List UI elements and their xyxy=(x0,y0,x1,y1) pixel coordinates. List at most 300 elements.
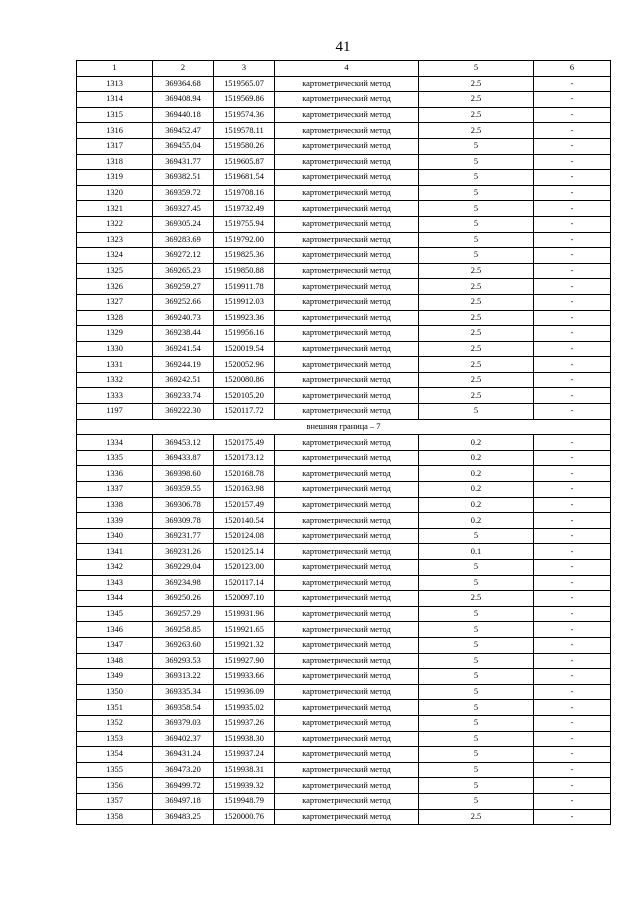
table-row xyxy=(77,326,611,342)
table-cell: 369402.37 xyxy=(153,731,214,747)
table-cell: 1520123.00 xyxy=(214,560,275,576)
table-cell: 1519850.88 xyxy=(214,263,275,279)
page-number: 41 xyxy=(335,39,351,55)
table-cell: 5 xyxy=(419,185,534,201)
table-cell: 1519825.36 xyxy=(214,248,275,264)
table-cell: 1336 xyxy=(77,466,153,482)
table-cell: 1356 xyxy=(77,778,153,794)
table-cell: 1519921.65 xyxy=(214,622,275,638)
table-cell: - xyxy=(534,653,611,669)
table-row xyxy=(77,637,611,653)
table-cell: 1324 xyxy=(77,248,153,264)
table-cell: 1318 xyxy=(77,154,153,170)
table-row xyxy=(77,606,611,622)
table-cell: 1326 xyxy=(77,279,153,295)
table-cell: - xyxy=(534,731,611,747)
table-cell: 5 xyxy=(419,653,534,669)
table-cell: 5 xyxy=(419,731,534,747)
table-cell: картометрический метод xyxy=(275,372,419,388)
table-cell: картометрический метод xyxy=(275,700,419,716)
table-cell: 5 xyxy=(419,138,534,154)
table-cell: 1342 xyxy=(77,560,153,576)
table-cell: - xyxy=(534,482,611,498)
table-cell: - xyxy=(534,341,611,357)
column-header: 1 xyxy=(77,61,153,77)
table-cell: 1355 xyxy=(77,762,153,778)
table-cell: 5 xyxy=(419,216,534,232)
table-cell: 1322 xyxy=(77,216,153,232)
table-cell: 1338 xyxy=(77,497,153,513)
table-cell: картометрический метод xyxy=(275,544,419,560)
table-cell: - xyxy=(534,700,611,716)
table-cell: 5 xyxy=(419,793,534,809)
table-cell: 369364.68 xyxy=(153,76,214,92)
table-cell: - xyxy=(534,762,611,778)
table-cell: - xyxy=(534,326,611,342)
table-cell: - xyxy=(534,201,611,217)
table-cell: 369358.54 xyxy=(153,700,214,716)
table-row xyxy=(77,357,611,373)
table-cell: 1323 xyxy=(77,232,153,248)
column-header: 2 xyxy=(153,61,214,77)
table-cell: 369222.30 xyxy=(153,404,214,420)
table-cell: картометрический метод xyxy=(275,326,419,342)
table-cell: картометрический метод xyxy=(275,466,419,482)
table-cell: - xyxy=(534,279,611,295)
table-cell: картометрический метод xyxy=(275,762,419,778)
table-cell: 369431.24 xyxy=(153,747,214,763)
table-row xyxy=(77,232,611,248)
table-row xyxy=(77,544,611,560)
table-cell: 1340 xyxy=(77,528,153,544)
table-row xyxy=(77,747,611,763)
table-cell: 369327.45 xyxy=(153,201,214,217)
table-row xyxy=(77,279,611,295)
table-cell: 1520019.54 xyxy=(214,341,275,357)
table-cell: - xyxy=(534,232,611,248)
table-cell: картометрический метод xyxy=(275,793,419,809)
table-row xyxy=(77,341,611,357)
table-cell: 1520117.72 xyxy=(214,404,275,420)
table-cell: 5 xyxy=(419,762,534,778)
table-cell: - xyxy=(534,560,611,576)
table-cell: 1520173.12 xyxy=(214,450,275,466)
table-row xyxy=(77,684,611,700)
table-cell: картометрический метод xyxy=(275,216,419,232)
table-cell: 369241.54 xyxy=(153,341,214,357)
table-cell: 369229.04 xyxy=(153,560,214,576)
table-cell: картометрический метод xyxy=(275,747,419,763)
table-cell: 2.5 xyxy=(419,294,534,310)
table-cell: 369499.72 xyxy=(153,778,214,794)
table-cell: 1520080.86 xyxy=(214,372,275,388)
table-row xyxy=(77,170,611,186)
table-cell: - xyxy=(534,185,611,201)
table-cell: - xyxy=(534,809,611,825)
table-cell: - xyxy=(534,450,611,466)
table-cell: 1328 xyxy=(77,310,153,326)
table-cell: 1313 xyxy=(77,76,153,92)
table-cell: 369263.60 xyxy=(153,637,214,653)
table-cell: 369440.18 xyxy=(153,107,214,123)
table-row xyxy=(77,404,611,420)
table-cell: 1319 xyxy=(77,170,153,186)
table-cell: 369453.12 xyxy=(153,435,214,451)
table-cell: 5 xyxy=(419,201,534,217)
table-cell: картометрический метод xyxy=(275,388,419,404)
table-cell: 1519933.66 xyxy=(214,669,275,685)
table-row xyxy=(77,248,611,264)
table-row xyxy=(77,185,611,201)
table-row xyxy=(77,793,611,809)
table-cell: 0.2 xyxy=(419,482,534,498)
table-cell: 369233.74 xyxy=(153,388,214,404)
table-cell: - xyxy=(534,684,611,700)
table-cell: 369382.51 xyxy=(153,170,214,186)
table-cell: картометрический метод xyxy=(275,248,419,264)
section-label: внешняя граница – 7 xyxy=(77,419,611,435)
table-cell: - xyxy=(534,294,611,310)
table-cell: 369359.55 xyxy=(153,482,214,498)
table-cell: 1314 xyxy=(77,92,153,108)
table-row xyxy=(77,622,611,638)
table-cell: - xyxy=(534,622,611,638)
table-cell: картометрический метод xyxy=(275,809,419,825)
table-cell: картометрический метод xyxy=(275,731,419,747)
table-cell: - xyxy=(534,248,611,264)
table-cell: 1520097.10 xyxy=(214,591,275,607)
table-cell: 369431.77 xyxy=(153,154,214,170)
table-cell: 1519578.11 xyxy=(214,123,275,139)
table-cell: 1349 xyxy=(77,669,153,685)
table-cell: 1346 xyxy=(77,622,153,638)
table-cell: 1520124.08 xyxy=(214,528,275,544)
table-cell: 369234.98 xyxy=(153,575,214,591)
column-header: 6 xyxy=(534,61,611,77)
table-cell: картометрический метод xyxy=(275,92,419,108)
table-cell: 369313.22 xyxy=(153,669,214,685)
table-cell: 369259.27 xyxy=(153,279,214,295)
table-cell: 1519948.79 xyxy=(214,793,275,809)
table-cell: 5 xyxy=(419,560,534,576)
table-cell: картометрический метод xyxy=(275,294,419,310)
table-cell: 2.5 xyxy=(419,310,534,326)
table-cell: 369408.94 xyxy=(153,92,214,108)
table-cell: картометрический метод xyxy=(275,154,419,170)
table-cell: 1353 xyxy=(77,731,153,747)
table-cell: 2.5 xyxy=(419,107,534,123)
table-cell: - xyxy=(534,76,611,92)
table-cell: - xyxy=(534,637,611,653)
table-cell: 369272.12 xyxy=(153,248,214,264)
table-cell: 1519956.16 xyxy=(214,326,275,342)
table-cell: 369283.69 xyxy=(153,232,214,248)
table-cell: 5 xyxy=(419,606,534,622)
table-cell: 369473.20 xyxy=(153,762,214,778)
table-cell: 2.5 xyxy=(419,388,534,404)
table-cell: 5 xyxy=(419,778,534,794)
table-cell: 5 xyxy=(419,404,534,420)
table-cell: 1519569.86 xyxy=(214,92,275,108)
table-cell: 5 xyxy=(419,637,534,653)
table-cell: - xyxy=(534,513,611,529)
table-cell: 369244.19 xyxy=(153,357,214,373)
table-cell: 5 xyxy=(419,575,534,591)
table-cell: 5 xyxy=(419,747,534,763)
table-cell: картометрический метод xyxy=(275,310,419,326)
section-divider xyxy=(77,419,611,435)
table-cell: 2.5 xyxy=(419,326,534,342)
table-cell: - xyxy=(534,747,611,763)
table-cell: картометрический метод xyxy=(275,778,419,794)
table-cell: - xyxy=(534,715,611,731)
table-cell: 369455.04 xyxy=(153,138,214,154)
table-cell: 1519921.32 xyxy=(214,637,275,653)
table-cell: 1519927.90 xyxy=(214,653,275,669)
table-row xyxy=(77,466,611,482)
table-cell: 5 xyxy=(419,170,534,186)
table-row xyxy=(77,778,611,794)
column-header: 5 xyxy=(419,61,534,77)
table-cell: 1520157.49 xyxy=(214,497,275,513)
table-row xyxy=(77,123,611,139)
table-cell: 1520175.49 xyxy=(214,435,275,451)
table-cell: картометрический метод xyxy=(275,357,419,373)
table-cell: 1519938.31 xyxy=(214,762,275,778)
table-cell: - xyxy=(534,170,611,186)
table-cell: - xyxy=(534,669,611,685)
table-cell: картометрический метод xyxy=(275,591,419,607)
table-cell: картометрический метод xyxy=(275,450,419,466)
table-cell: картометрический метод xyxy=(275,684,419,700)
table-cell: картометрический метод xyxy=(275,404,419,420)
table-cell: 5 xyxy=(419,715,534,731)
table-cell: 369309.78 xyxy=(153,513,214,529)
table-row xyxy=(77,92,611,108)
section-row xyxy=(77,419,611,435)
table-cell: 2.5 xyxy=(419,341,534,357)
table-cell: 1520125.14 xyxy=(214,544,275,560)
table-cell: - xyxy=(534,497,611,513)
table-cell: картометрический метод xyxy=(275,76,419,92)
table-cell: 1519937.24 xyxy=(214,747,275,763)
table-cell: 1334 xyxy=(77,435,153,451)
table-row xyxy=(77,560,611,576)
table-cell: 1325 xyxy=(77,263,153,279)
table-cell: 1519732.49 xyxy=(214,201,275,217)
table-cell: - xyxy=(534,466,611,482)
table-cell: 1519911.78 xyxy=(214,279,275,295)
table-cell: - xyxy=(534,544,611,560)
table-cell: 1317 xyxy=(77,138,153,154)
table-cell: 1347 xyxy=(77,637,153,653)
table-cell: - xyxy=(534,591,611,607)
table-cell: 369242.51 xyxy=(153,372,214,388)
table-cell: картометрический метод xyxy=(275,528,419,544)
table-cell: 1341 xyxy=(77,544,153,560)
table-row xyxy=(77,513,611,529)
table-cell: 1357 xyxy=(77,793,153,809)
table-cell: картометрический метод xyxy=(275,279,419,295)
table-cell: 369258.85 xyxy=(153,622,214,638)
table-row xyxy=(77,450,611,466)
table-cell: 2.5 xyxy=(419,123,534,139)
table-cell: 0.2 xyxy=(419,450,534,466)
table-cell: 369250.26 xyxy=(153,591,214,607)
table-cell: 1327 xyxy=(77,294,153,310)
table-body-part-2 xyxy=(77,435,611,825)
table-cell: - xyxy=(534,154,611,170)
table-cell: картометрический метод xyxy=(275,107,419,123)
table-cell: 5 xyxy=(419,684,534,700)
table-cell: 369293.53 xyxy=(153,653,214,669)
table-cell: - xyxy=(534,263,611,279)
table-cell: 5 xyxy=(419,700,534,716)
table-cell: картометрический метод xyxy=(275,637,419,653)
table-cell: 5 xyxy=(419,154,534,170)
table-cell: картометрический метод xyxy=(275,138,419,154)
table-row xyxy=(77,482,611,498)
table-row xyxy=(77,107,611,123)
table-row xyxy=(77,372,611,388)
column-header: 3 xyxy=(214,61,275,77)
table-cell: 1352 xyxy=(77,715,153,731)
table-cell: картометрический метод xyxy=(275,185,419,201)
table-cell: 1519580.26 xyxy=(214,138,275,154)
table-cell: 1519755.94 xyxy=(214,216,275,232)
table-cell: 5 xyxy=(419,248,534,264)
column-header: 4 xyxy=(275,61,419,77)
table-cell: картометрический метод xyxy=(275,201,419,217)
table-cell: 369252.66 xyxy=(153,294,214,310)
table-cell: 0.1 xyxy=(419,544,534,560)
table-cell: 1520140.54 xyxy=(214,513,275,529)
table-cell: 1331 xyxy=(77,357,153,373)
table-cell: картометрический метод xyxy=(275,263,419,279)
table-cell: 1344 xyxy=(77,591,153,607)
table-cell: 1520117.14 xyxy=(214,575,275,591)
table-cell: 1339 xyxy=(77,513,153,529)
table-row xyxy=(77,76,611,92)
table-cell: 1315 xyxy=(77,107,153,123)
table-cell: - xyxy=(534,435,611,451)
table-cell: 369257.29 xyxy=(153,606,214,622)
table-cell: 1519605.87 xyxy=(214,154,275,170)
table-cell: 369265.23 xyxy=(153,263,214,279)
table-cell: 1358 xyxy=(77,809,153,825)
table-cell: 1329 xyxy=(77,326,153,342)
table-cell: картометрический метод xyxy=(275,669,419,685)
table-cell: - xyxy=(534,575,611,591)
table-cell: - xyxy=(534,357,611,373)
table-cell: 1519937.26 xyxy=(214,715,275,731)
table-cell: 2.5 xyxy=(419,372,534,388)
table-cell: - xyxy=(534,92,611,108)
table-cell: 1519792.00 xyxy=(214,232,275,248)
table-cell: 1350 xyxy=(77,684,153,700)
table-row xyxy=(77,575,611,591)
table-row xyxy=(77,809,611,825)
table-cell: 5 xyxy=(419,622,534,638)
table-cell: 1519574.36 xyxy=(214,107,275,123)
table-cell: 1348 xyxy=(77,653,153,669)
table-cell: 1519931.96 xyxy=(214,606,275,622)
table-cell: 369335.34 xyxy=(153,684,214,700)
table-cell: картометрический метод xyxy=(275,482,419,498)
table-cell: 369238.44 xyxy=(153,326,214,342)
table-cell: 369497.18 xyxy=(153,793,214,809)
table-cell: 0.2 xyxy=(419,513,534,529)
table-cell: 369452.47 xyxy=(153,123,214,139)
table-cell: 1337 xyxy=(77,482,153,498)
table-cell: 369240.73 xyxy=(153,310,214,326)
table-cell: картометрический метод xyxy=(275,497,419,513)
table-row xyxy=(77,762,611,778)
table-cell: картометрический метод xyxy=(275,513,419,529)
table-row xyxy=(77,669,611,685)
table-cell: 1519708.16 xyxy=(214,185,275,201)
table-cell: - xyxy=(534,372,611,388)
table-cell: картометрический метод xyxy=(275,606,419,622)
table-cell: картометрический метод xyxy=(275,123,419,139)
table-row xyxy=(77,294,611,310)
table-row xyxy=(77,154,611,170)
table-cell: 1520168.78 xyxy=(214,466,275,482)
table-cell: - xyxy=(534,606,611,622)
table-cell: картометрический метод xyxy=(275,653,419,669)
table-cell: 2.5 xyxy=(419,263,534,279)
table-cell: 369231.77 xyxy=(153,528,214,544)
table-cell: картометрический метод xyxy=(275,715,419,731)
table-row xyxy=(77,653,611,669)
table-cell: 369483.25 xyxy=(153,809,214,825)
table-row xyxy=(77,310,611,326)
table-row xyxy=(77,528,611,544)
table-cell: 1316 xyxy=(77,123,153,139)
table-cell: 1519938.30 xyxy=(214,731,275,747)
table-cell: 5 xyxy=(419,669,534,685)
table-row xyxy=(77,435,611,451)
table-cell: - xyxy=(534,793,611,809)
table-cell: картометрический метод xyxy=(275,622,419,638)
table-cell: - xyxy=(534,123,611,139)
table-cell: 1335 xyxy=(77,450,153,466)
table-cell: 1520052.96 xyxy=(214,357,275,373)
table-row xyxy=(77,715,611,731)
table-cell: 2.5 xyxy=(419,76,534,92)
table-row xyxy=(77,731,611,747)
table-cell: 1519923.36 xyxy=(214,310,275,326)
table-cell: - xyxy=(534,404,611,420)
table-cell: 1330 xyxy=(77,341,153,357)
table-cell: 369379.03 xyxy=(153,715,214,731)
table-cell: картометрический метод xyxy=(275,170,419,186)
table-row xyxy=(77,216,611,232)
table-cell: 369306.78 xyxy=(153,497,214,513)
table-cell: 5 xyxy=(419,528,534,544)
table-cell: - xyxy=(534,107,611,123)
table-cell: картометрический метод xyxy=(275,560,419,576)
table-cell: 0.2 xyxy=(419,497,534,513)
table-cell: картометрический метод xyxy=(275,232,419,248)
table-cell: 1519935.02 xyxy=(214,700,275,716)
table-cell: 1354 xyxy=(77,747,153,763)
table-cell: 2.5 xyxy=(419,591,534,607)
table-cell: 1332 xyxy=(77,372,153,388)
table-cell: 1520163.98 xyxy=(214,482,275,498)
table-cell: 1519681.54 xyxy=(214,170,275,186)
coordinates-table xyxy=(76,60,611,825)
